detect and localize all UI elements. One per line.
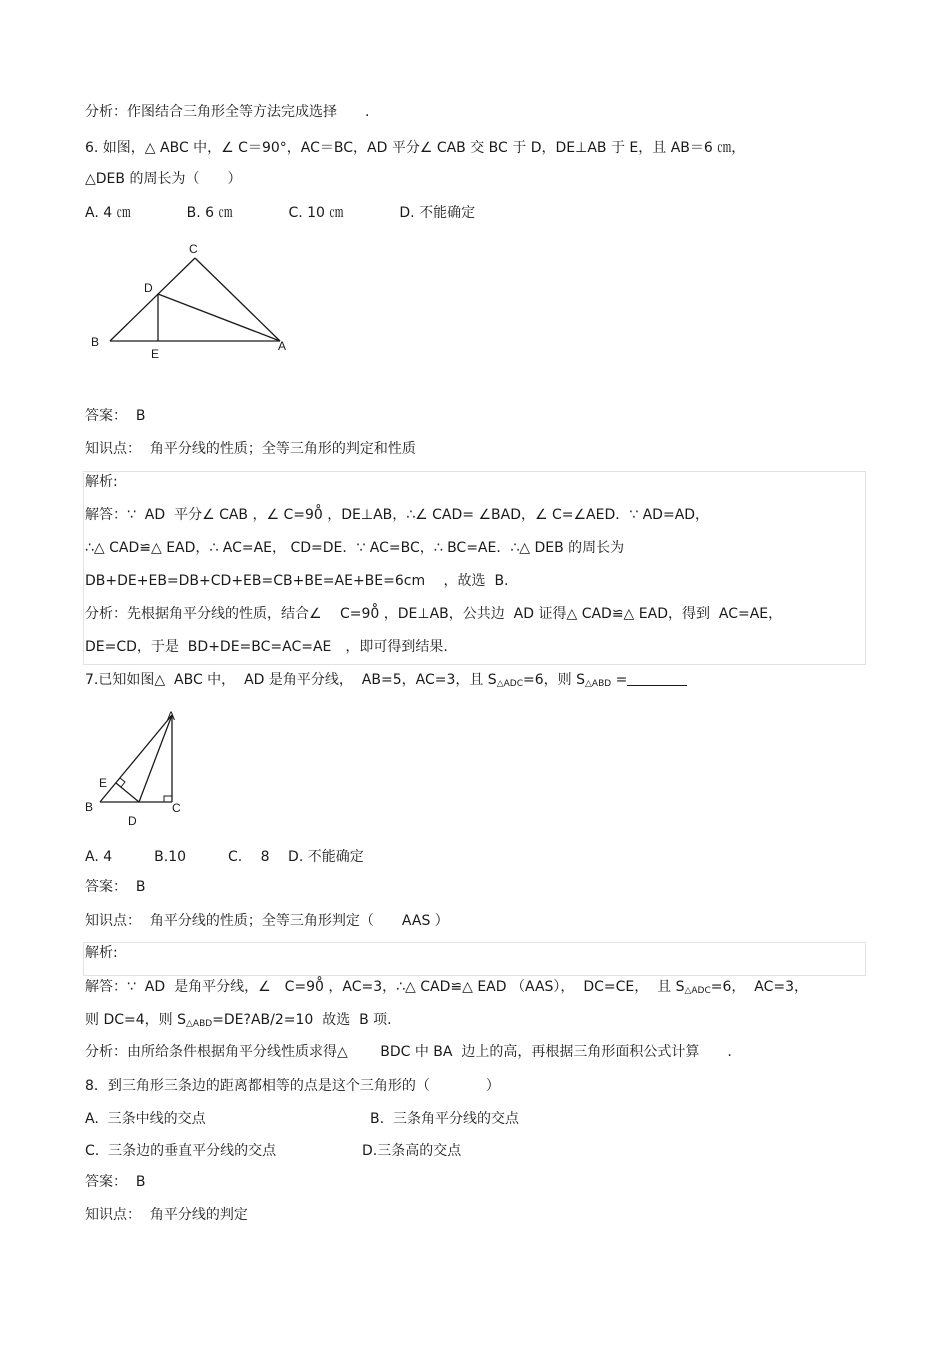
q6-label-B: B xyxy=(91,335,100,349)
q7-knowledge: 知识点： 角平分线的性质；全等三角形判定（ AAS ） xyxy=(85,913,449,929)
q7-stem: 7.已知如图△ ABC 中， AD 是角平分线， AB=5，AC=3，且 $S_{\triangle ADC}=6$，则 $S_{\triangle ABD}$ = xyxy=(85,671,687,693)
q6-figure xyxy=(85,238,305,366)
q6-jiexi: 解析: xyxy=(85,474,118,490)
q6-solution-5: DE=CD，于是 BD+DE=BC=AC=AE ，即可得到结果. xyxy=(85,639,448,655)
analysis-line: 分析：作图结合三角形全等方法完成选择 . xyxy=(85,104,370,120)
q6-stem-2: △DEB 的周长为（ ） xyxy=(85,171,242,187)
q7-label-E: E xyxy=(99,776,108,790)
q6-options: A. 4 ㎝ B. 6 ㎝ C. 10 ㎝ D. 不能确定 xyxy=(85,205,476,221)
q8-option-d: D.三条高的交点 xyxy=(362,1143,462,1159)
q6-solution-1: 解答：∵ AD 平分∠ CAB ，∠ C=90̊ ，DE⊥AB，∴∠ CAD= ∠BAD，∠ C=∠AED．∵ AD=AD， xyxy=(85,507,710,523)
q7-solution-2: 则 DC=4，则 $S_{\triangle ABD}=DE?AB/2=10$ 故选 B 项. xyxy=(85,1012,392,1029)
q6-stem-1: 6. 如图，△ ABC 中，∠ C＝90°，AC＝BC，AD 平分∠ CAB 交 BC 于 D，DE⊥AB 于 E，且 AB＝6 ㎝， xyxy=(85,140,746,156)
q7-label-C: C xyxy=(172,801,181,815)
q6-solution-2: ∴△ CAD≌△ EAD，∴ AC=AE， CD=DE．∵ AC=BC，∴ BC=AE．∴△ DEB 的周长为 xyxy=(85,540,625,556)
q8-stem: 8．到三角形三条边的距离都相等的点是这个三角形的（ ） xyxy=(85,1078,500,1094)
q6-solution-box xyxy=(83,471,866,665)
q6-label-E: E xyxy=(151,347,160,361)
q7-answer: 答案： B xyxy=(85,879,146,895)
q8-answer: 答案： B xyxy=(85,1174,146,1190)
q6-answer: 答案： B xyxy=(85,408,146,424)
q7-solution-1: 解答：∵ AD 是角平分线，∠ C=90̊ ，AC=3，∴△ CAD≌△ EAD （AAS）， DC=CE， 且 $S_{\triangle ADC}=6$， AC=3， xyxy=(85,979,809,996)
q6-label-D: D xyxy=(144,281,153,295)
answer-blank xyxy=(627,673,687,686)
q6-solution-4: 分析：先根据角平分线的性质，结合∠ C=90̊ ，DE⊥AB，公共边 AD 证得△ CAD≌△ EAD，得到 AC=AE， xyxy=(85,606,783,622)
q6-label-A: A xyxy=(278,339,287,353)
q7-solution-box xyxy=(83,942,866,976)
q7-label-D: D xyxy=(128,814,137,828)
q7-analysis: 分析：由所给条件根据角平分线性质求得△ BDC 中 BA 边上的高，再根据三角形面积公式计算 . xyxy=(85,1044,732,1060)
q7-label-A: A xyxy=(167,709,176,723)
q7-options: A. 4 B.10 C. 8 D. 不能确定 xyxy=(85,849,364,865)
q8-option-c: C. 三条边的垂直平分线的交点 xyxy=(85,1143,277,1159)
q7-label-B: B xyxy=(85,800,94,814)
q6-solution-3: DB+DE+EB=DB+CD+EB=CB+BE=AE+BE=6cm ，故选 B. xyxy=(85,573,509,589)
q7-jiexi: 解析: xyxy=(85,945,118,961)
q8-option-a: A. 三条中线的交点 xyxy=(85,1111,206,1127)
q6-knowledge: 知识点： 角平分线的性质；全等三角形的判定和性质 xyxy=(85,441,416,457)
q7-figure xyxy=(82,707,192,833)
q6-label-C: C xyxy=(189,242,198,256)
q8-option-b: B. 三条角平分线的交点 xyxy=(370,1111,519,1127)
q8-knowledge: 知识点： 角平分线的判定 xyxy=(85,1207,248,1223)
